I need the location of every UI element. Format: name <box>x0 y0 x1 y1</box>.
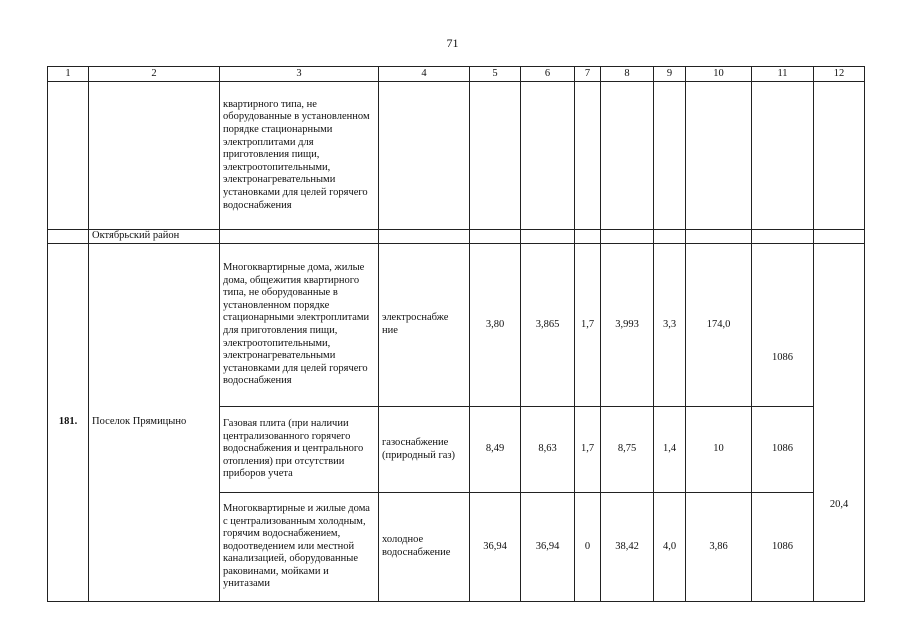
value-cell: 1,7 <box>575 244 601 407</box>
consumers-cell: Многоквартирные и жилые дома с централизованным холодным, горячим водоснабжением, водоотведением или местной канализацией, оборудованные раковинами, мойками и унитазами <box>220 493 379 602</box>
continuation-row <box>48 82 865 230</box>
value-cell: 10 <box>686 407 752 493</box>
entry-number: 181. <box>48 244 89 602</box>
column-header: 10 <box>686 67 752 82</box>
district-cell: Октябрьский район <box>89 230 220 244</box>
value-cell: 174,0 <box>686 244 752 407</box>
value-cell: 8,49 <box>470 407 521 493</box>
value-cell: 8,75 <box>601 407 654 493</box>
column-header: 1 <box>48 67 89 82</box>
value-cell: 3,865 <box>521 244 575 407</box>
service-cell: электроснабже ние <box>379 244 470 407</box>
column-header: 6 <box>521 67 575 82</box>
service-cell: холодное водоснабжение <box>379 493 470 602</box>
consumers-cell: Многоквартирные дома, жилые дома, общежития квартирного типа, не оборудованные в установленном порядке стационарными электроплитами для приготовления пищи, электроотопительными, электронагревательными установками для целей горячего водоснабжения <box>220 244 379 407</box>
service-cell: газоснабжение (природный газ) <box>379 407 470 493</box>
value-cell: 1086 <box>752 244 814 407</box>
value-cell: 3,993 <box>601 244 654 407</box>
value-cell: 1086 <box>752 493 814 602</box>
column-header: 4 <box>379 67 470 82</box>
value-cell: 0 <box>575 493 601 602</box>
tariff-table <box>47 66 865 602</box>
table-header-row <box>48 67 865 82</box>
value-cell: 1,7 <box>575 407 601 493</box>
column-header: 12 <box>814 67 865 82</box>
column-header: 5 <box>470 67 521 82</box>
table-row <box>48 244 865 407</box>
value-cell: 3,80 <box>470 244 521 407</box>
value-cell: 36,94 <box>521 493 575 602</box>
value-cell: 4,0 <box>654 493 686 602</box>
column-header: 3 <box>220 67 379 82</box>
column-header: 9 <box>654 67 686 82</box>
value-cell: 3,86 <box>686 493 752 602</box>
value-cell: 8,63 <box>521 407 575 493</box>
district-row <box>48 230 865 244</box>
value-cell: 3,3 <box>654 244 686 407</box>
value-cell: 1,4 <box>654 407 686 493</box>
column-header: 8 <box>601 67 654 82</box>
value-cell: 38,42 <box>601 493 654 602</box>
value-cell: 20,4 <box>814 244 865 602</box>
column-header: 7 <box>575 67 601 82</box>
value-cell: 1086 <box>752 407 814 493</box>
consumers-cell: квартирного типа, не оборудованные в установленном порядке стационарными электроплитами для приготовления пищи, электроотопительными, электронагревательными установками для целей горячего водоснабжения <box>220 82 379 230</box>
column-header: 2 <box>89 67 220 82</box>
value-cell: 36,94 <box>470 493 521 602</box>
column-header: 11 <box>752 67 814 82</box>
consumers-cell: Газовая плита (при наличии централизованного горячего водоснабжения и центрального отопления) при отсутствии приборов учета <box>220 407 379 493</box>
settlement-name: Поселок Прямицыно <box>89 244 220 602</box>
page-number: 71 <box>446 36 459 50</box>
